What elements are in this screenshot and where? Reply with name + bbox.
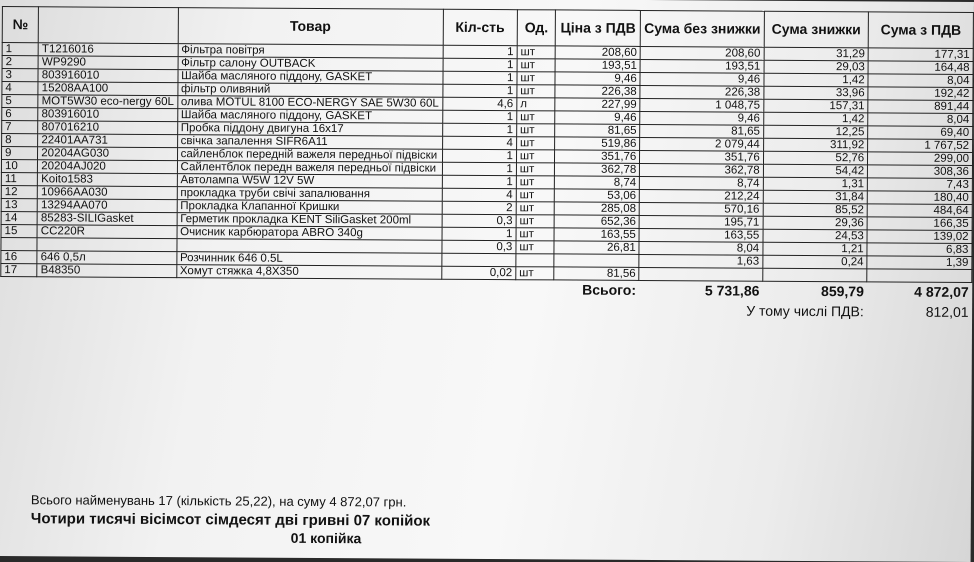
- row-total: 891,44: [868, 100, 973, 114]
- row-price: 362,78: [555, 163, 640, 177]
- row-unit: шт: [517, 46, 556, 59]
- row-qty: 1: [443, 45, 517, 58]
- row-sum: 8,04: [639, 241, 762, 255]
- invoice-rows: [1, 43, 973, 283]
- row-price: 519,86: [555, 137, 640, 151]
- row-unit: л: [517, 98, 556, 111]
- row-product: Очисник карбюратора ABRO 340g: [177, 226, 442, 241]
- row-unit: шт: [517, 85, 556, 98]
- row-unit: шт: [517, 111, 556, 124]
- col-discount: Сума знижки: [764, 11, 869, 48]
- row-number: 11: [1, 173, 37, 186]
- row-sum: 163,55: [639, 228, 762, 242]
- row-code: WP9290: [38, 56, 177, 70]
- row-discount: 12,25: [763, 125, 868, 139]
- row-total: 1,39: [867, 256, 972, 270]
- row-sum: 208,60: [640, 46, 763, 60]
- row-price: [554, 254, 639, 268]
- row-discount: 85,52: [763, 203, 868, 217]
- col-total: Сума з ПДВ: [868, 12, 973, 49]
- row-product: сайленблок передній важеля передньої підвіски: [177, 148, 442, 163]
- row-sum: 212,24: [640, 189, 763, 203]
- row-number: 13: [1, 199, 37, 212]
- row-sum: 195,71: [639, 215, 762, 229]
- row-unit: шт: [516, 241, 555, 254]
- row-number: 1: [2, 43, 38, 56]
- row-total: 299,00: [868, 152, 973, 166]
- row-discount: 1,42: [764, 73, 869, 87]
- row-total: 139,02: [867, 230, 972, 244]
- footer-amount-words: Чотири тисячі вісімсот сімдесят дві гривні 07 копійок: [30, 510, 431, 530]
- totals-label: Всього:: [582, 281, 637, 298]
- row-qty: 1: [442, 123, 516, 136]
- row-qty: 1: [442, 149, 516, 162]
- row-product: Прокладка Клапанної Кришки: [177, 200, 442, 215]
- row-product: свічка запалення SIFR6A11: [177, 135, 442, 150]
- row-code: T1216016: [38, 43, 177, 57]
- row-code: 20204AG030: [38, 147, 177, 161]
- row-unit: шт: [516, 267, 555, 280]
- row-code: B48350: [37, 264, 176, 278]
- row-qty: [441, 253, 515, 266]
- row-total: 484,64: [867, 204, 972, 218]
- totals-discount: 859,79: [821, 283, 864, 300]
- row-qty: 1: [442, 110, 516, 123]
- row-discount: 1,21: [763, 242, 868, 256]
- row-total: 1 767,52: [868, 139, 973, 153]
- row-qty: 1: [443, 58, 517, 71]
- row-qty: 1: [442, 227, 516, 240]
- row-sum: 570,16: [639, 202, 762, 216]
- row-total: 69,40: [868, 126, 973, 140]
- row-sum: 1 048,75: [640, 98, 763, 112]
- vat-value: 812,01: [925, 303, 969, 320]
- row-discount: 54,42: [763, 164, 868, 178]
- row-qty: 1: [442, 84, 516, 97]
- row-discount: 33,96: [764, 86, 869, 100]
- row-qty: 4: [442, 188, 516, 201]
- row-price: 285,08: [555, 202, 640, 216]
- row-discount: 31,84: [763, 190, 868, 204]
- row-unit: [516, 254, 555, 267]
- row-discount: 0,24: [763, 255, 868, 269]
- row-unit: шт: [516, 176, 555, 189]
- row-unit: шт: [516, 163, 555, 176]
- col-qty: Кіл-сть: [443, 9, 518, 45]
- footer-vat-words: 01 копійка: [290, 529, 362, 547]
- row-discount: 157,31: [764, 99, 869, 113]
- row-qty: 2: [442, 201, 516, 214]
- row-price: 226,38: [555, 85, 640, 99]
- row-discount: 29,03: [764, 60, 869, 74]
- row-number: 10: [1, 160, 37, 173]
- row-price: 8,74: [555, 176, 640, 190]
- row-number: 15: [1, 225, 37, 238]
- col-code: [38, 7, 178, 44]
- row-discount: 24,53: [763, 229, 868, 243]
- row-unit: шт: [516, 215, 555, 228]
- row-qty: 1: [442, 162, 516, 175]
- row-price: 53,06: [555, 189, 640, 203]
- row-unit: шт: [516, 202, 555, 215]
- row-sum: 8,74: [640, 176, 763, 190]
- row-code: 803916010: [38, 108, 177, 122]
- row-number: 2: [2, 56, 38, 69]
- row-sum: 9,46: [640, 111, 763, 125]
- row-number: 5: [2, 95, 38, 108]
- row-product: Розчинник 646 0.5L: [176, 252, 441, 267]
- row-qty: 4: [442, 136, 516, 149]
- row-number: 14: [1, 212, 37, 225]
- totals-sum: 5 731,86: [704, 282, 760, 299]
- row-code: 22401AA731: [38, 134, 177, 148]
- totals-total: 4 872,07: [914, 283, 969, 300]
- row-product: Шайба масляного піддону, GASKET: [177, 109, 442, 124]
- row-total: 7,43: [868, 178, 973, 192]
- row-price: 26,81: [554, 241, 639, 255]
- row-total: 177,31: [868, 48, 973, 62]
- row-qty: 1: [442, 175, 516, 188]
- row-number: 8: [2, 134, 38, 147]
- invoice-table: [0, 6, 974, 318]
- row-sum: 362,78: [640, 163, 763, 177]
- row-unit: шт: [516, 137, 555, 150]
- row-sum: [639, 267, 762, 281]
- row-code: [37, 238, 176, 252]
- row-number: 6: [2, 108, 38, 121]
- row-product: Фільтр салону OUTBACK: [178, 57, 443, 72]
- row-number: 7: [2, 121, 38, 134]
- row-qty: 0,3: [441, 240, 515, 253]
- row-total: 166,35: [867, 217, 972, 231]
- row-unit: шт: [516, 228, 555, 241]
- row-sum: 226,38: [640, 85, 763, 99]
- row-product: Автолампа W5W 12V 5W: [177, 174, 442, 189]
- col-sum: Сума без знижки: [641, 10, 765, 47]
- row-code: 807016210: [38, 121, 177, 135]
- row-qty: 4,6: [442, 97, 516, 110]
- row-total: [867, 269, 972, 283]
- row-product: Шайба масляного піддону, GASKET: [178, 70, 443, 85]
- row-price: 163,55: [554, 228, 639, 242]
- row-product: Герметик прокладка KENT SiliGasket 200ml: [177, 213, 442, 228]
- row-number: [1, 238, 37, 251]
- row-unit: шт: [517, 124, 556, 137]
- row-price: 193,51: [555, 59, 640, 73]
- col-price: Ціна з ПДВ: [556, 10, 641, 47]
- row-unit: шт: [517, 59, 556, 72]
- row-code: 803916010: [38, 69, 177, 83]
- row-code: 20204AJ020: [38, 160, 177, 174]
- row-price: 9,46: [555, 111, 640, 125]
- row-number: 17: [1, 264, 37, 277]
- row-code: 85283-SILIGasket: [37, 212, 176, 226]
- row-price: 9,46: [555, 72, 640, 86]
- row-number: 4: [2, 82, 38, 95]
- row-code: 15208AA100: [38, 82, 177, 96]
- row-code: MOT5W30 eco-nergy 60L: [38, 95, 177, 109]
- row-product: Пробка піддону двигуна 16x17: [177, 122, 442, 137]
- row-product: Фільтра повітря: [178, 44, 443, 59]
- row-discount: [762, 268, 867, 282]
- row-discount: 29,36: [763, 216, 868, 230]
- row-number: 16: [1, 251, 37, 264]
- row-discount: 311,92: [763, 138, 868, 152]
- row-sum: 81,65: [640, 124, 763, 138]
- row-sum: 1,63: [639, 254, 762, 268]
- row-unit: шт: [517, 72, 556, 85]
- row-total: 308,36: [868, 165, 973, 179]
- row-product: фільтр оливяний: [177, 83, 442, 98]
- row-code: CC220R: [37, 225, 176, 239]
- row-price: 227,99: [555, 98, 640, 112]
- row-sum: 351,76: [640, 150, 763, 164]
- row-number: 9: [2, 147, 38, 160]
- row-price: 652,36: [555, 215, 640, 229]
- col-product: Товар: [178, 8, 443, 46]
- row-discount: 1,31: [763, 177, 868, 191]
- row-product: Сайлентблок передн важеля передньої підвіски: [177, 161, 442, 176]
- row-qty: 1: [442, 71, 516, 84]
- row-price: 351,76: [555, 150, 640, 164]
- row-total: 180,40: [867, 191, 972, 205]
- row-code: 646 0,5л: [37, 251, 176, 265]
- row-product: Хомут стяжка 4,8X350: [176, 265, 441, 280]
- row-discount: 1,42: [763, 112, 868, 126]
- row-code: 10966AA030: [38, 186, 177, 200]
- row-total: 164,48: [868, 61, 973, 75]
- row-total: 8,04: [868, 74, 973, 88]
- row-sum: 9,46: [640, 72, 763, 86]
- row-qty: 0,02: [441, 266, 515, 279]
- col-number: №: [2, 7, 38, 43]
- row-code: 13294AA070: [37, 199, 176, 213]
- row-total: 8,04: [868, 113, 973, 127]
- row-code: Koito1583: [38, 173, 177, 187]
- footer-summary: Всього найменувань 17 (кількість 25,22), на суму 4 872,07 грн.: [30, 492, 407, 510]
- row-price: 81,65: [555, 124, 640, 138]
- row-qty: 0,3: [442, 214, 516, 227]
- row-price: 81,56: [554, 267, 639, 281]
- row-discount: 52,76: [763, 151, 868, 165]
- row-sum: 2 079,44: [640, 137, 763, 151]
- row-product: олива MOTUL 8100 ECO-NERGY SAE 5W30 60L: [177, 96, 442, 111]
- col-unit: Од.: [517, 10, 556, 46]
- row-number: 3: [2, 69, 38, 82]
- row-total: 6,83: [867, 243, 972, 257]
- vat-label: У тому числі ПДВ:: [746, 302, 864, 320]
- row-total: 192,42: [868, 87, 973, 101]
- row-unit: шт: [516, 150, 555, 163]
- row-number: 12: [1, 186, 37, 199]
- row-unit: шт: [516, 189, 555, 202]
- row-price: 208,60: [556, 46, 641, 60]
- row-product: прокладка труби свічі запалювання: [177, 187, 442, 202]
- row-sum: 193,51: [640, 59, 763, 73]
- row-discount: 31,29: [764, 47, 869, 61]
- table-header-row: [2, 7, 973, 49]
